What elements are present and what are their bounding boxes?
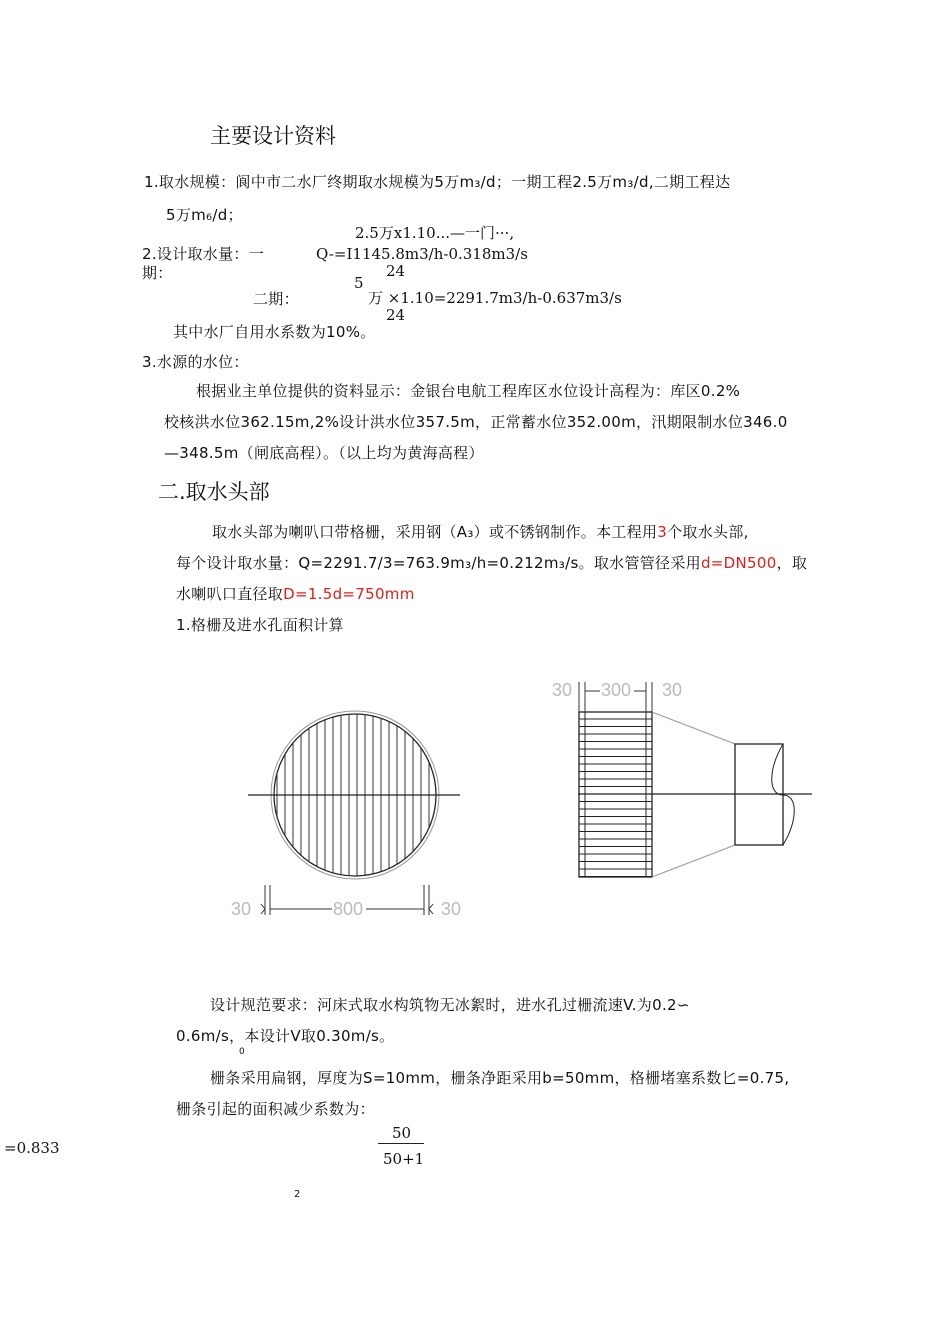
item2-label-cut: 期： [142, 264, 173, 282]
spec-subscript: 0 [239, 1047, 245, 1057]
intake-count: 3 [657, 523, 668, 541]
spec-line1: 设计规范要求：河床式取水构筑物无冰絮时，进水孔过栅流速V.为0.2∽ [210, 996, 690, 1014]
bell-mouth-diameter: D=1.5d=750mm [283, 585, 415, 603]
item2-label: 2.设计取水量：一 [142, 245, 265, 263]
fraction-denominator: 50+1 [383, 1150, 425, 1168]
formula2-numerator: 5 [354, 274, 364, 292]
formula2: 万 ×1.10=2291.7m3/h-0.637m3/s [368, 289, 622, 307]
bars-line2: 栅条引起的面积减少系数为： [176, 1100, 375, 1118]
page-number: 2 [294, 1189, 301, 1200]
right-dim-30-a: 30 [552, 680, 573, 700]
item1-line2: 5万m₆/d； [166, 206, 243, 224]
water-level-para-line3: —348.5m（闸底高程）。（以上均为黄海高程） [164, 444, 484, 462]
formula1: Q-=I1145.8m3/h-0.318m3/s [316, 245, 528, 263]
intake-para-line2: 每个设计取水量：Q=2291.7/3=763.9m₃/h=0.212m₃/s。取水管管径采用d=DN500，取 [176, 554, 808, 572]
right-dim-30-b: 30 [662, 680, 683, 700]
phase2-label: 二期： [253, 290, 299, 308]
formula2-denominator: 24 [386, 306, 406, 324]
self-use-note: 其中水厂自用水系数为10%。 [173, 323, 376, 341]
k-value: =0.833 [4, 1139, 60, 1157]
item3-label: 3.水源的水位： [142, 353, 249, 371]
item1-line1: 1.取水规模：阆中市二水厂终期取水规模为5万m₃/d；一期工程2.5万m₃/d,二期工程达 [144, 173, 731, 191]
formula1-denominator: 24 [386, 262, 406, 280]
grille-side-view [578, 712, 812, 877]
subsection-grille-calc: 1.格栅及进水孔面积计算 [176, 616, 344, 634]
right-dim-300: 300 [601, 680, 632, 700]
intake-para-line3: 水喇叭口直径取D=1.5d=750mm [176, 585, 415, 603]
water-level-para-line2: 校核洪水位362.15m,2%设计洪水位357.5m，正常蓄水位352.00m，汛期限制水位346.0 [164, 413, 788, 431]
formula1-top: 2.5万x1.10...—一门···, [355, 224, 515, 242]
bars-line1: 栅条采用扁钢，厚度为S=10mm，栅条净距采用b=50mm，格栅堵塞系数匕=0.75, [210, 1069, 790, 1087]
intake-para-line1: 取水头部为喇叭口带格栅，采用钢（A₃）或不锈钢制作。本工程用3个取水头部, [212, 523, 749, 541]
water-level-para-line1: 根据业主单位提供的资料显示：金银台电航工程库区水位设计高程为：库区0.2% [196, 382, 741, 400]
left-dim-800: 800 [333, 899, 364, 919]
fraction-numerator: 50 [392, 1124, 412, 1142]
fraction-bar [378, 1143, 424, 1144]
section-title-design-data: 主要设计资料 [210, 124, 336, 148]
left-dim-30-a: 30 [231, 899, 252, 919]
section-title-intake-head: 二.取水头部 [158, 480, 270, 504]
grille-front-view [248, 705, 460, 885]
spec-line2: 0.6m/s，本设计V取0.30m/s。 [176, 1027, 395, 1045]
pipe-diameter: d=DN500 [700, 554, 777, 572]
left-dim-30-b: 30 [441, 899, 462, 919]
